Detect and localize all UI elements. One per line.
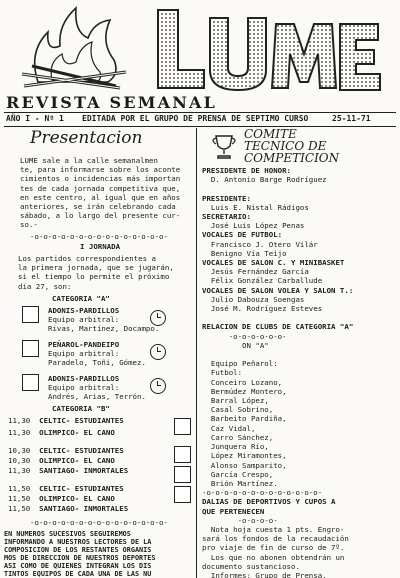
- presentacion-heading: Presentacion: [30, 128, 143, 148]
- match-b-5: 11,30 SANTIAGO- INMORTALES: [8, 466, 129, 475]
- jornada-heading: I JORNADA: [80, 242, 121, 251]
- rule-top: [4, 112, 396, 113]
- football-icon: [174, 418, 191, 435]
- football-icon: [174, 486, 191, 503]
- jornada-paragraph: Los partidos correspondientes a la primera jornada, que se jugarán, si el tiempo lo permite el próximo día 27, son:: [18, 254, 174, 291]
- match-b-1: 11,30 CELTIC- ESTUDIANTES: [8, 416, 124, 425]
- match-b-8: 11,50 SANTIAGO- INMORTALES: [8, 504, 129, 513]
- category-b-heading: CATEGORIA "B": [52, 404, 110, 413]
- comite-heading: COMITE TECNICO DE COMPETICION: [244, 127, 340, 165]
- separator-2: -o-o-o-o-o-o-o-o-o-o-o-o-o-o-o-: [30, 518, 168, 527]
- match-b-4: 10,30 OLIMPICO- EL CANO: [8, 456, 115, 465]
- referee-whistle-icon: [22, 374, 39, 391]
- column-divider: [196, 128, 197, 578]
- masthead-subtitle: REVISTA SEMANAL: [6, 93, 218, 112]
- flame-logo-icon: [18, 2, 130, 90]
- football-icon: [174, 446, 191, 463]
- trophy-icon: [210, 134, 238, 160]
- match-b-7: 11,50 OLIMPICO- EL CANO: [8, 494, 115, 503]
- footer-notice: EN NUMEROS SUCESIVOS SEGUIREMOS INFORMANDO A NUESTROS LECTORES DE LA COMPOSICION DE LOS RESTANTES ORGANIS MOS DE DIRECCION DE NUESTROS DEPORTES ASI COMO DE QUIENES INTEGRAN LOS DIS TINTOS EQUIPOS DE CADA UNA DE LAS NU: [4, 530, 156, 578]
- rule-bottom: [4, 126, 396, 127]
- publisher-line: EDITADA POR EL GRUPO DE PRENSA DE SEPTIMO CURSO: [82, 114, 309, 123]
- intro-paragraph: LUME sale a la calle semanalmen te, para informarse sobre los aconte cimientos o incidencias más importan tes de cada jornada competitiva que, en este centro, al igual que en años anteriores, se irán celebrando cada sábado, a lo largo del presente cur- so.-: [20, 156, 181, 230]
- issue-number: AÑO I - Nº 1: [6, 114, 64, 123]
- category-a-heading: CATEGORIA "A": [52, 294, 110, 303]
- clock-icon: [150, 378, 166, 394]
- football-icon: [174, 466, 191, 483]
- comite-body: PRESIDENTE DE HONOR: D. Antonio Barge Rodríguez PRESIDENTE: Luis E. Nistal Rádigos SECRETARIO: José Luis López Penas VOCALES DE FUTBOL: Francisco J. Otero Vilár Benigno Vía Teijo VOCALES DE SALON C. Y MINIBASKET Jesús Fernández García Félix González Carballude VOCALES DE SALON VOLEA Y SALON T.: Julio Dabouza Soengas José M. Rodríguez Esteves RELACION DE CLUBS DE CATEGORIA "A" -o-o-o-o-o-o- ON "A" Equipo Peñarol: Futbol: Conceiro Lozano, Bermúdez Montero, Barral López, Casal Sobrino, Barbeito Pardiña, Caz Vidal, Carro Sánchez, Junquera Río, López Miramontes, Alonso Samparito, García Crespo, Brión Martínez. -o-o-o-o-o-o-o-o-o-o-o-o-o- DALIAS DE DEPORTIVOS Y CUPOS A QUE PERTENECEN -o-o-o-o- Nota hoja cuesta 1 pts. Engro- sará los fondos de la recaudación pro viaje de fin de curso de 7º. Los que no abonen obtendrán un documento sustancioso. Informes: Grupo de Prensa.: [202, 166, 354, 578]
- clock-icon: [150, 344, 166, 360]
- match-b-6: 11,50 CELTIC- ESTUDIANTES: [8, 484, 124, 493]
- match-a-3: ADONIS-PARDILLOS Equipo arbitral: Andrés, Arias, Terrón.: [48, 374, 146, 402]
- referee-whistle-icon: [22, 340, 39, 357]
- separator-1: -o-o-o-o-o-o-o-o-o-o-o-o-o-o-o-: [30, 232, 168, 241]
- match-b-3: 10,30 CELTIC- ESTUDIANTES: [8, 446, 124, 455]
- match-a-2: PEÑAROL-PANDEIPO Equipo arbitral: Paradelo, Toñi, Gómez.: [48, 340, 146, 368]
- referee-whistle-icon: [22, 306, 39, 323]
- issue-date: 25-11-71: [332, 114, 371, 123]
- match-b-2: 11,30 OLIMPICO- EL CANO: [8, 428, 115, 437]
- lume-title-logo: [152, 4, 384, 94]
- match-a-1: ADONIS-PARDILLOS Equipo arbitral: Rivas, Martínez, Docampo.: [48, 306, 160, 334]
